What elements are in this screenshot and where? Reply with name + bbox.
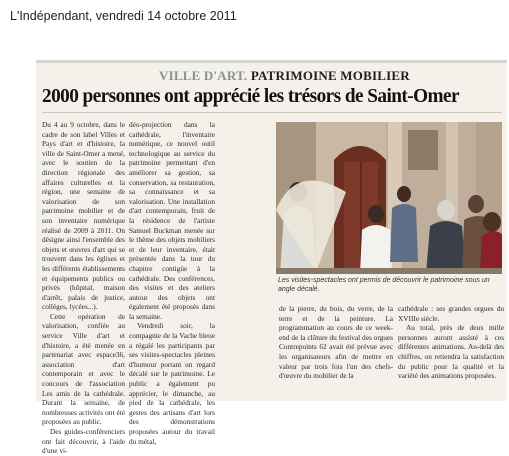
paragraph: Des guides-conférenciers ont fait découvrir, à l'aide d'une vi- (42, 427, 125, 456)
source-line: L'Indépendant, vendredi 14 octobre 2011 (10, 9, 237, 23)
paragraph: Du 4 au 9 octobre, dans le cadre de son label Villes et Pays d'art et d'histoire, la ville de Saint-Omer a mené, avec le soutien de la direction régionale des affaires culturelles et la région, une semaine de valorisation de son patrimoine mobilier et de son inventaire numérique réalisé de 2009 à 2011. On désigne ainsi l'ensemble des objets et œuvres d'art qui se trouvent dans les églises et les différents établissements et équipements publics ou privés (hôpital, maison d'arrêt, palais de justice, collèges, lycées...). (42, 120, 125, 312)
paragraph: Vendredi soir, la compagnie de la Vache bleue a régalé les participants par ses visites-spectacles pleines d'humour portant un regard décalé sur le patrimoine. Le public a également pu apprécier, le dimanche, au pied de la cathédrale, les gestes des artisans d'art lors des démonstrations proposées autour du travail du métal, (129, 321, 215, 446)
paragraph: Au total, près de deux mille personnes auront assisté à ces différentes animations. Au-delà des chiffres, on retiendra la satisfaction du public pour la qualité et la variété des animations proposées. (398, 323, 504, 381)
article-kicker (159, 68, 410, 84)
paragraph: cathédrale : ses grandes orgues du XVIIIe siècle. (398, 304, 504, 323)
paragraph: déo-projection dans la cathédrale, l'inventaire numérique, ce nouvel outil technologique au service du patrimoine permettant d'en améliorer sa gestion, sa conservation, sa restauration, sa connaissance et sa valorisation. Une installation d'art contemporain, fruit de la résidence de l'artiste Samuel Buckman menée sur le thème des objets mobiliers et de leur inventaire, était présentée dans la tour du chapitre contigüe à la cathédrale. Des conférences, des visites et des ateliers autour des objets ont également été proposés dans la semaine. (129, 120, 215, 321)
photo-caption: Les visites-spectacles ont permis de découvrir le patrimoine sous un angle décalé. (278, 277, 490, 293)
newspaper-clipping (36, 60, 507, 456)
article-column-4 (398, 304, 504, 381)
clipping-top-edge (36, 60, 507, 63)
article-column-2 (129, 120, 215, 446)
article-headline: 2000 personnes ont apprécié les trésors de Saint-Omer (42, 85, 460, 107)
paragraph: Cette opération de valorisation, confiée au service Ville d'art et d'histoire, a été menée en partenariat avec espace36, association d'art contemporain et avec le concours de l'association Les amis de la cathédrale. Durant la semaine, de nombreuses activités ont été proposées au public. (42, 311, 125, 427)
kicker-prefix: VILLE D'ART. (159, 68, 248, 83)
kicker-section: PATRIMOINE MOBILIER (250, 68, 410, 83)
paragraph: de la pierre, du bois, du verre, de la terre et de la peinture. La programmation au cours de ce week-end de la clôture du festival des orgues Contrepoints 62 avait été prévue avec les organisateurs afin de mettre en valeur par trois fois l'un des chefs-d'œuvre du mobilier de la (279, 304, 393, 381)
photo-illustration (276, 122, 502, 274)
article-column-1 (42, 120, 125, 456)
newspaper-photo-icon (276, 122, 502, 274)
article-column-3 (279, 304, 393, 381)
headline-divider (42, 112, 502, 113)
